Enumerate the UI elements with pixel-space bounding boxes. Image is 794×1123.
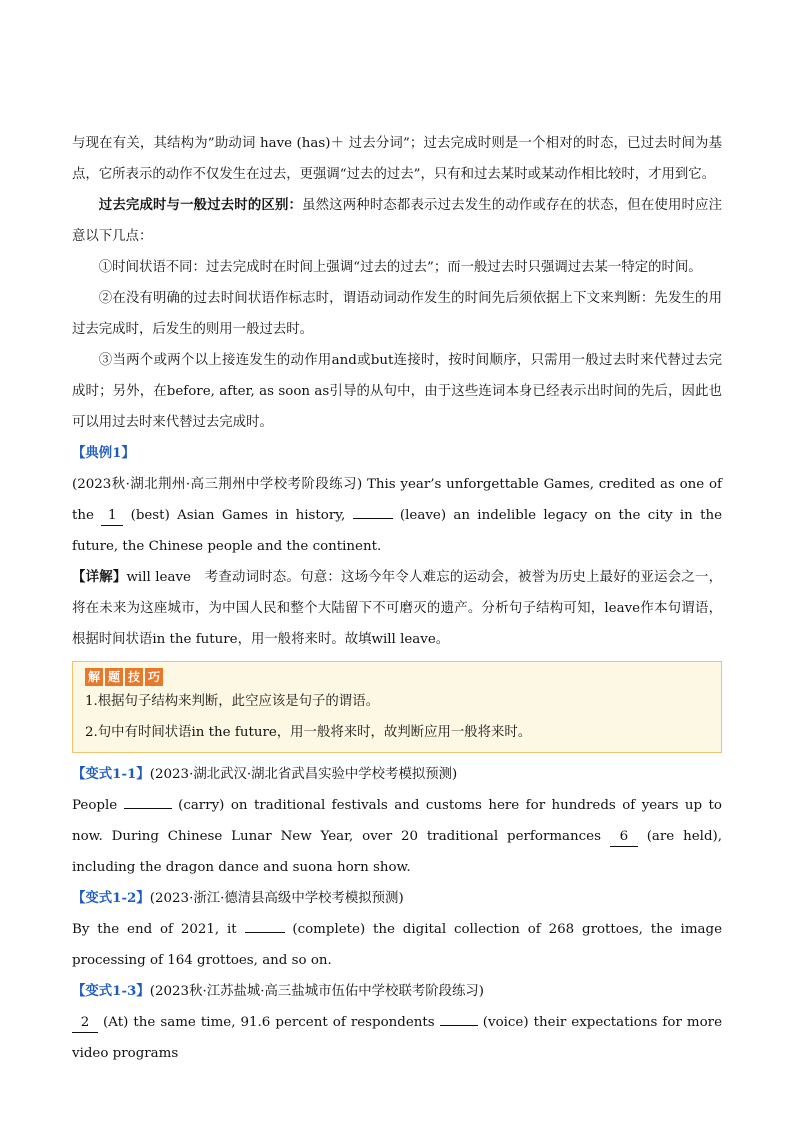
example-1-label: 【典例1】 (72, 445, 135, 461)
variant-3-label: 【变式1-3】 (72, 983, 150, 999)
variant-3-question (72, 1007, 722, 1069)
tip-box (72, 661, 722, 753)
variant-2-label: 【变式1-2】 (72, 890, 150, 906)
tip-char-4: 巧 (145, 668, 163, 686)
variant-2-blank[interactable] (245, 932, 285, 933)
variant-3-text-a: (At) the same time, 91.6 percent of respondents (98, 1015, 440, 1030)
example-1-source: (2023秋·湖北荆州·高三荆州中学校考阶段练习) (72, 477, 363, 492)
variant-1-source: (2023·湖北武汉·湖北省武昌实验中学校考模拟预测) (149, 767, 458, 782)
variant-1-blank-b[interactable]: 6 (610, 828, 638, 847)
tip-char-2: 题 (105, 668, 123, 686)
tip-line-2: 2.句中有时间状语in the future，用一般将来时，故判断应用一般将来时。 (85, 725, 532, 740)
document-content (72, 128, 722, 1069)
tip-char-3: 技 (125, 668, 143, 686)
variant-2-source: (2023·浙江·德清县高级中学校考模拟预测) (149, 891, 404, 906)
detail-paragraph (72, 562, 722, 655)
variant-1-text-a: People (72, 798, 124, 813)
tip-char-1: 解 (85, 668, 103, 686)
detail-text: will leave 考查动词时态。句意：这场今年令人难忘的运动会，被誉为历史上最好的亚运会之一，将在未来为这座城市，为中国人民和整个大陆留下不可磨灭的遗产。分析句子结构可知，leave作本句谓语，根据时间状语in the future，用一般将来时。故填will leave。 (72, 570, 722, 647)
tip-line-1: 1.根据句子结构来判断，此空应该是句子的谓语。 (85, 694, 379, 709)
point-1: ①时间状语不同：过去完成时在时间上强调“过去的过去”；而一般过去时只强调过去某一特定的时间。 (98, 260, 702, 275)
difference-text: 虽然这两种时态都表示过去发生的动作或存在的状态，但在使用时应注意以下几点： (72, 198, 723, 244)
variant-1-blank-a[interactable] (124, 808, 172, 809)
variant-1-question (72, 790, 722, 883)
variant-3-heading (72, 976, 722, 1007)
variant-1-label: 【变式1-1】 (72, 766, 150, 782)
tip-header (85, 668, 709, 686)
answer-blank-1[interactable]: 1 (101, 507, 123, 526)
variant-3-source: (2023秋·江苏盐城·高三盐城市伍佑中学校联考阶段练习) (149, 984, 485, 999)
example-1-text-c: (leave) an indelible legacy on the city in the future, the Chinese people and the continent. (72, 508, 722, 554)
variant-2-heading (72, 883, 722, 914)
variant-1-text-b: (carry) on traditional festivals and customs here for hundreds of years up to now. During Chinese Lunar New Year, over 20 traditional performances (72, 798, 722, 844)
variant-3-text-b: (voice) their expectations for more video programs (72, 1015, 722, 1061)
detail-label: 【详解】 (72, 569, 127, 585)
point-3: ③当两个或两个以上接连发生的动作用and或but连接时，按时间顺序，只需用一般过去时来代替过去完成时；另外，在before, after, as soon as引导的从句中，由于这些连词本身已经表示出时间的先后，因此也可以用过去时来代替过去完成时。 (72, 353, 722, 430)
example-1-text-b: (best) Asian Games in history, (123, 508, 353, 523)
variant-3-blank-b[interactable] (440, 1025, 478, 1026)
variant-2-text-a: By the end of 2021, it (72, 922, 245, 937)
answer-blank-2[interactable] (353, 518, 393, 519)
example-1-question (72, 469, 722, 562)
variant-3-blank-a[interactable]: 2 (72, 1014, 98, 1033)
variant-2-question (72, 914, 722, 976)
variant-1-heading (72, 759, 722, 790)
variant-2-text-b: (complete) the digital collection of 268 grottoes, the image processing of 164 grottoes, and so on. (72, 922, 722, 968)
variant-1-text-c: (are held), including the dragon dance and suona horn show. (72, 829, 722, 875)
difference-heading: 过去完成时与一般过去时的区别： (98, 197, 303, 213)
difference-paragraph (72, 190, 722, 252)
point-2: ②在没有明确的过去时间状语作标志时，谓语动词动作发生的时间先后须依据上下文来判断：先发生的用过去完成时，后发生的则用一般过去时。 (72, 291, 722, 337)
intro-paragraph: 与现在有关，其结构为”助动词 have (has)＋ 过去分词”；过去完成时则是一个相对的时态，已过去时间为基点，它所表示的动作不仅发生在过去，更强调“过去的过去”，只有和过去某时或某动作相比较时，才用到它。 (72, 136, 722, 182)
example-1-text-a: This year’s unforgettable Games, credited as one of the (72, 477, 722, 523)
